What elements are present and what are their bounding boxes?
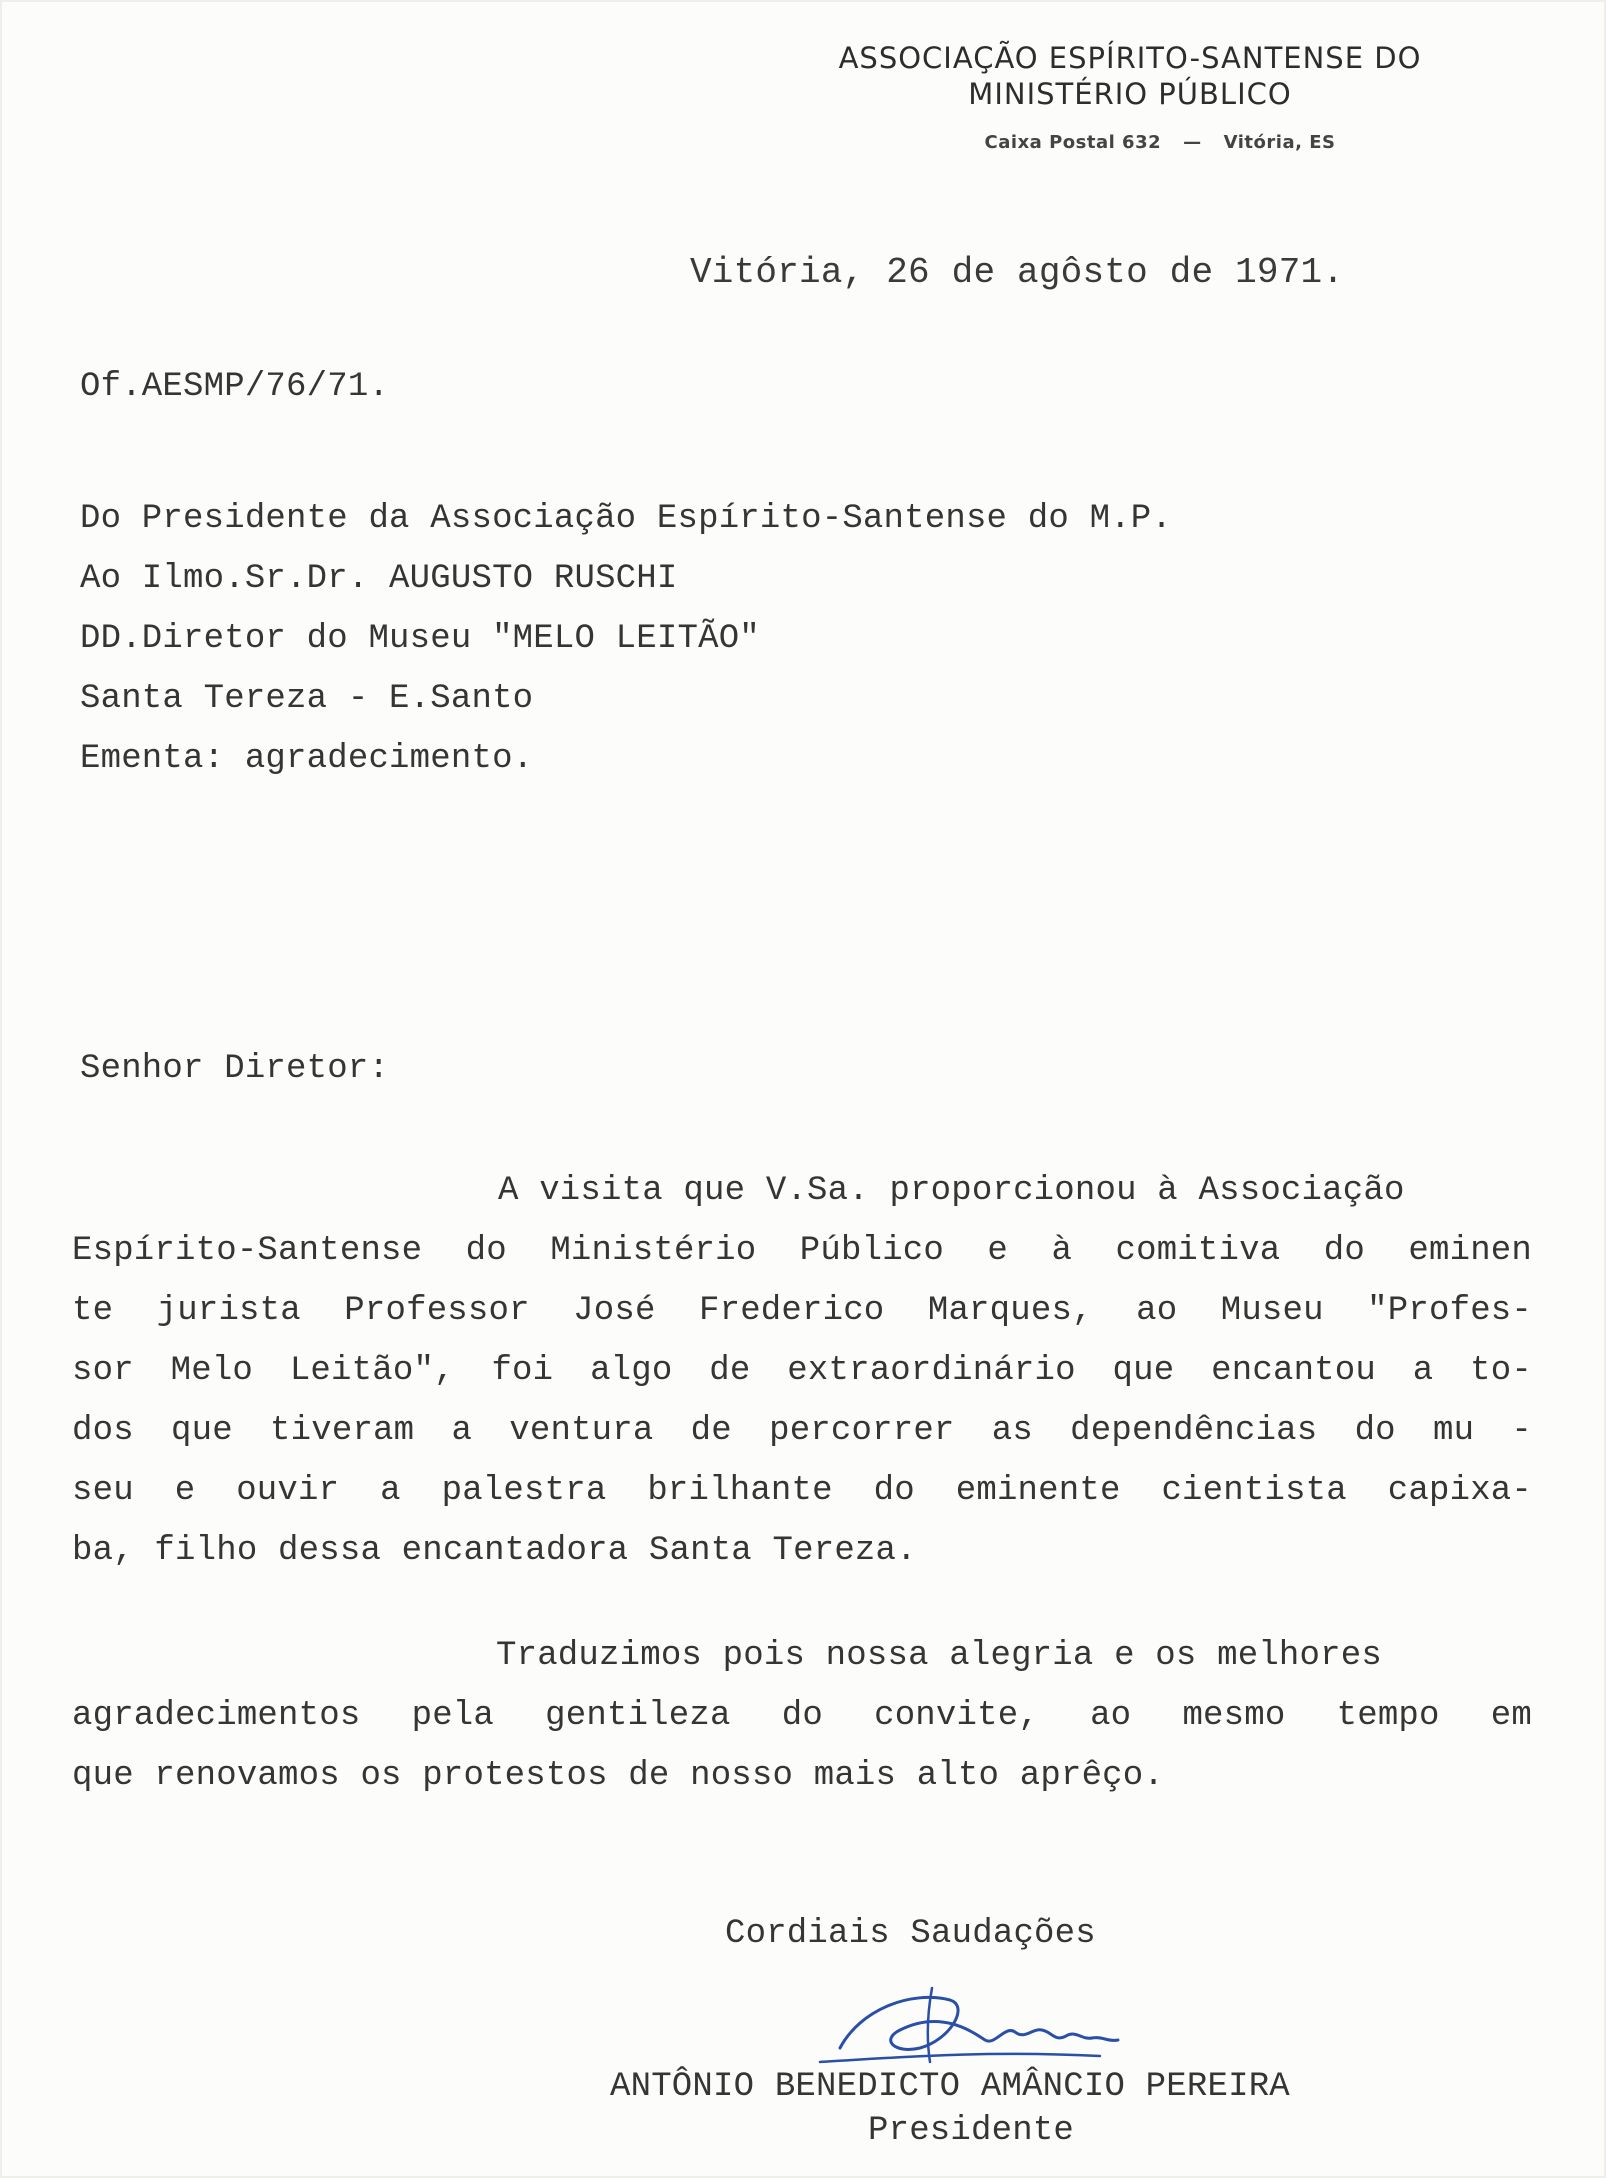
closing-greeting: Cordiais Saudações — [725, 1915, 1096, 1953]
letter-date: Vitória, 26 de agôsto de 1971. — [690, 252, 1345, 293]
letterhead — [760, 40, 1500, 153]
handwritten-signature — [800, 1970, 1160, 2080]
org-name-line-2: MINISTÉRIO PÚBLICO — [968, 77, 1292, 111]
address-line: Ao Ilmo.Sr.Dr. AUGUSTO RUSCHI — [80, 560, 678, 598]
paragraph-2-line: Traduzimos pois nossa alegria e os melhores — [496, 1637, 1382, 1675]
address-line: Ementa: agradecimento. — [80, 740, 534, 778]
paragraph-1-line: A visita que V.Sa. proporcionou à Associação — [498, 1172, 1405, 1210]
postal-city: Vitória, ES — [1223, 132, 1336, 153]
address-line: Santa Tereza - E.Santo — [80, 680, 534, 718]
paragraph-2-line: que renovamos os protestos de nosso mais alto aprêço. — [72, 1757, 1164, 1795]
signer-name: ANTÔNIO BENEDICTO AMÂNCIO PEREIRA — [610, 2068, 1290, 2106]
signer-title: Presidente — [868, 2112, 1075, 2150]
paragraph-1-line: Espírito-Santense do Ministério Público e à comitiva do eminen — [72, 1232, 1532, 1270]
paragraph-1-line: te jurista Professor José Frederico Marques, ao Museu "Profes- — [72, 1292, 1532, 1330]
postal-box: Caixa Postal 632 — [984, 132, 1162, 153]
postal-address — [760, 132, 1500, 153]
address-line: Do Presidente da Associação Espírito-Santense do M.P. — [80, 500, 1172, 538]
paragraph-1-line: ba, filho dessa encantadora Santa Tereza. — [72, 1532, 917, 1570]
address-line: DD.Diretor do Museu "MELO LEITÃO" — [80, 620, 760, 658]
paragraph-1-line: dos que tiveram a ventura de percorrer as dependências do mu - — [72, 1412, 1532, 1450]
reference-number: Of.AESMP/76/71. — [80, 368, 390, 406]
paragraph-1-line: sor Melo Leitão", foi algo de extraordinário que encantou a to- — [72, 1352, 1532, 1390]
org-name-line-1: ASSOCIAÇÃO ESPÍRITO-SANTENSE DO — [838, 41, 1422, 75]
postal-separator: — — [1183, 132, 1202, 153]
paragraph-1-line: seu e ouvir a palestra brilhante do eminente cientista capixa- — [72, 1472, 1532, 1510]
paragraph-2-line: agradecimentos pela gentileza do convite, ao mesmo tempo em — [72, 1697, 1532, 1735]
salutation: Senhor Diretor: — [80, 1050, 390, 1088]
